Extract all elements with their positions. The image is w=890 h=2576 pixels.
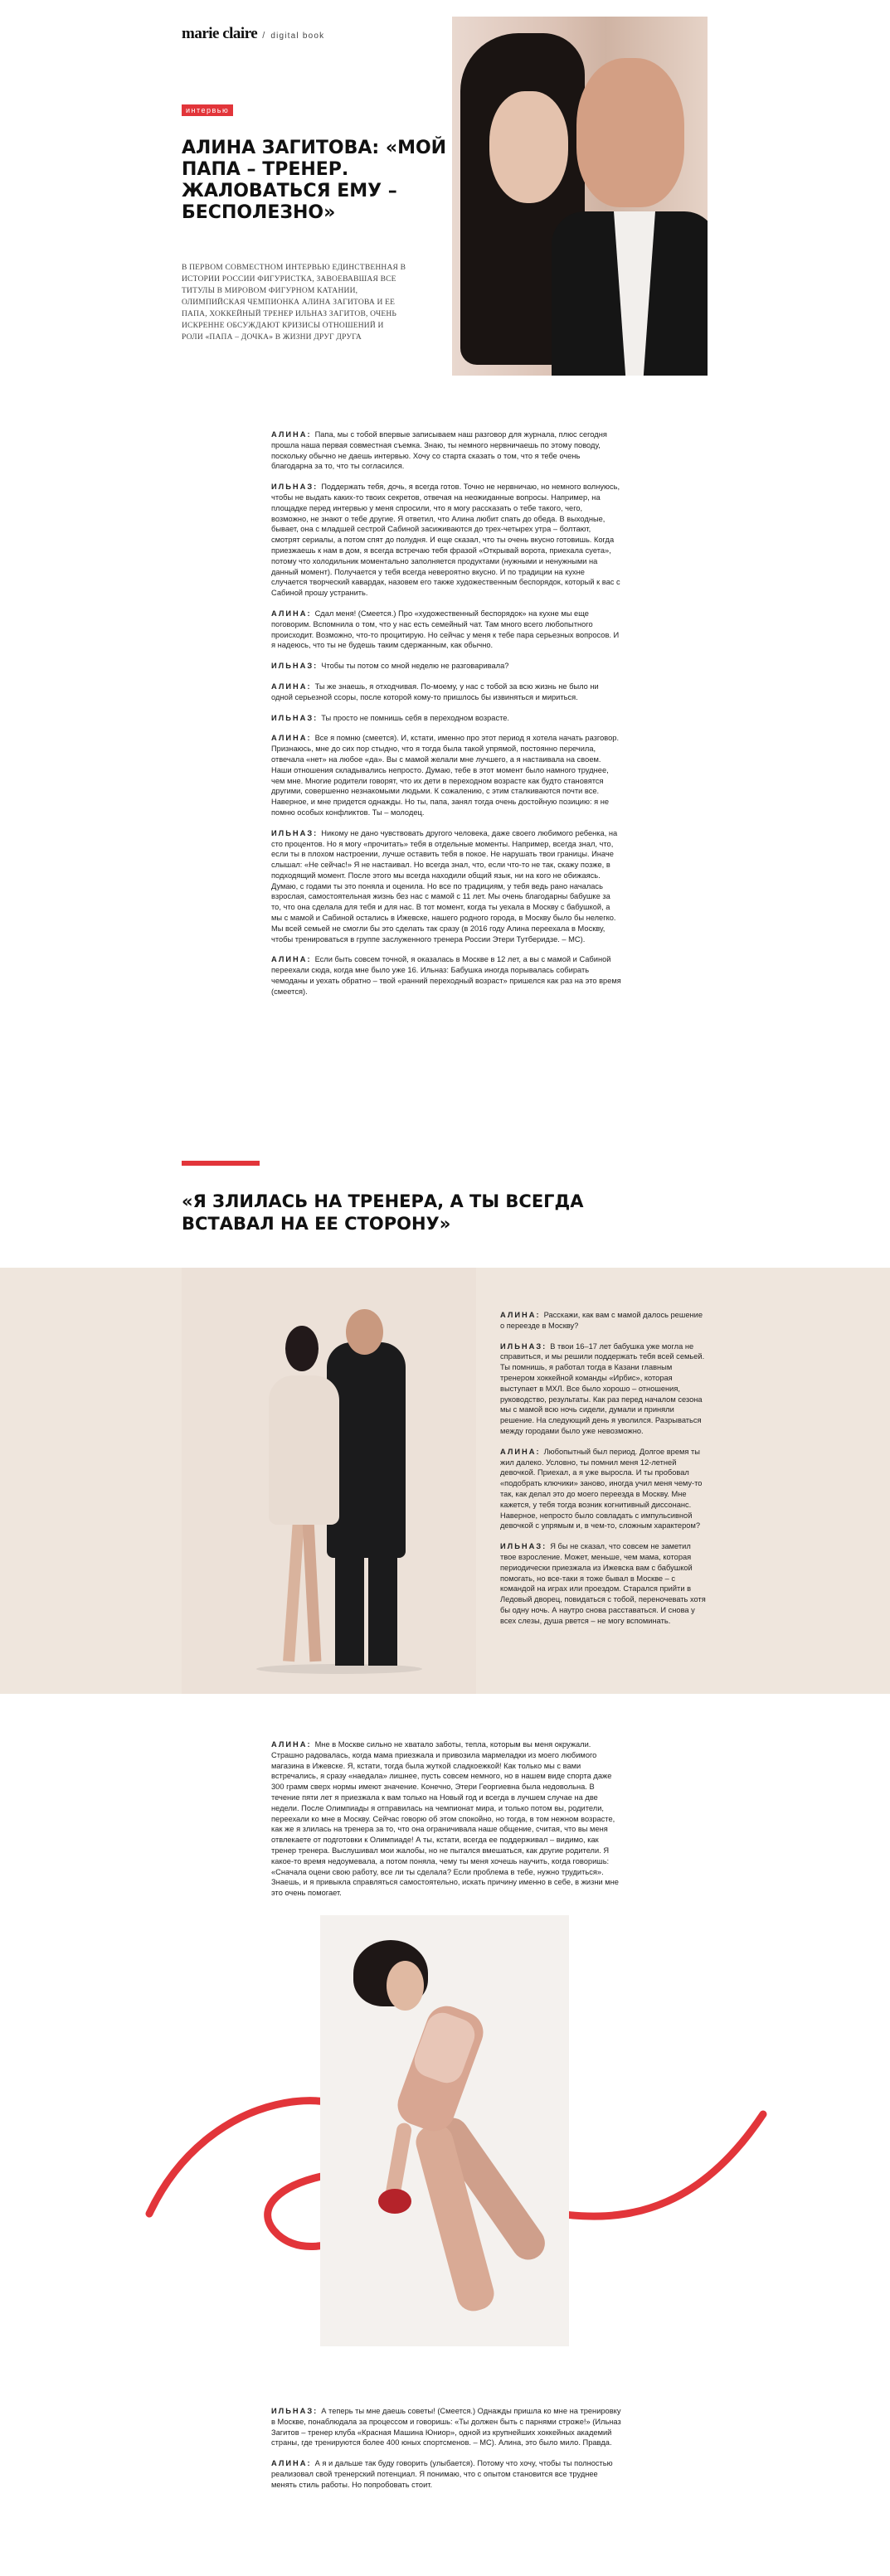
dialogue-text: Сдал меня! (Смеется.) Про «художественный беспорядок» на кухне мы еще поговорим. Вспомнила о том, что у нас есть семейный чат. Там много всего любопытного происходит. Возможно, что-то процитирую. Но сейчас у меня к тебе пара серьезных вопросов. И я надеюсь, что ты не будешь таким сдержанным, как обычно. [271, 609, 620, 650]
interview-section-4 [271, 2406, 621, 2501]
dialogue-text: Если быть совсем точной, я оказалась в Москве в 12 лет, а вы с мамой и Сабиной переехали сюда, когда мне было уже 16. Ильназ: Бабушка иногда порывалась собирать чемоданы и уехать обратно – твой «ранний переходный возраст» пришелся как раз на это время (смеется). [271, 955, 621, 996]
dialogue-line [271, 733, 621, 817]
dialogue-text: Все я помню (смеется). И, кстати, именно про этот период я хотела начать разговор. Признаюсь, мне до сих пор стыдно, что я тогда была такой упрямой, постоянно перечила, отвечала «нет» на любое «да». Вы с мамой желали мне лучшего, а я настаивала на своем. Наши отношения складывались непросто. Думаю, тебе в этот момент было намного труднее, чем мне. Многие родители говорят, что их дети в переходном возрасте как будто становятся другими, совершенно незнакомыми людьми. К сожалению, с этим сталкиваются почти все. Наверное, и мне придется однажды. Но ты, папа, занял тогда очень достойную позицию: я не помню особых конфликтов. Ты – молодец. [271, 734, 620, 817]
dialogue-text: Никому не дано чувствовать другого человека, даже своего любимого ребенка, на сто процентов. Но я могу «прочитать» тебя в отдельные моменты. Например, всегда знал, что, если ты в плохом настроении, лучше оставить тебя в покое. Не нарушать твои границы. Иначе слышал: «Не сейчас!» Я не настаивал. Но всегда знал, что, если что-то не так, скажу позже, в подходящий момент. После этого мы всегда находили общий язык, ни на кого не обижаясь. Думаю, с годами ты это поняла и оценила. Но все по традициям, у тебя ведь рано началась взрослая, самостоятельная жизнь без нас с мамой с 11 лет. Мы очень благодарны бабушке за то, что она сделала для тебя и для нас. В тот момент, когда ты уехала в Москву с бабушкой, а мы с мамой и Сабиной остались в Ижевске, нашего родного города, в Москву было бы нелегко. Мы всей семьей не смогли бы это сделать так сразу (в 2016 году Алина переехала в Москву, чтобы тренироваться в группе заслуженного тренера России Этери Тутберидзе. – МС). [271, 828, 618, 944]
dialogue-line [271, 2458, 621, 2490]
dialogue-text: А я и дальше так буду говорить (улыбается). Потому что хочу, чтобы ты полностью реализовал свой тренерский потенциал. Я понимаю, что с опытом становится все труднее менять стиль работы. Но попробовать стоит. [271, 2459, 613, 2489]
dialogue-line [271, 1739, 621, 1899]
dialogue-line [271, 609, 621, 651]
dialogue-line [500, 1310, 708, 1332]
dialogue-line [500, 1541, 708, 1626]
speaker-label: АЛИНА: [500, 1311, 541, 1319]
dialogue-text: Ты же знаешь, я отходчивая. По-моему, у нас с тобой за всю жизнь не было ни одной серьезной ссоры, после которой кому-то пришлось бы извиняться и мириться. [271, 682, 599, 701]
dialogue-line [271, 682, 621, 703]
quote-accent-bar [182, 1161, 260, 1166]
speaker-label: ИЛЬНАЗ: [271, 483, 319, 492]
dialogue-text: Ты просто не помнишь себя в переходном возрасте. [321, 713, 510, 722]
speaker-label: ИЛЬНАЗ: [271, 662, 319, 671]
speaker-label: АЛИНА: [271, 430, 312, 439]
father-daughter-photo [182, 1268, 476, 1694]
speaker-label: АЛИНА: [271, 2459, 312, 2468]
dialogue-line [271, 661, 621, 672]
speaker-label: АЛИНА: [271, 1740, 312, 1749]
speaker-label: ИЛЬНАЗ: [271, 2407, 319, 2415]
dialogue-line [500, 1447, 708, 1531]
dialogue-line [271, 828, 621, 945]
dialogue-text: Мне в Москве сильно не хватало заботы, тепла, которым вы меня окружали. Страшно радовалась, когда мама приезжала и привозила мармеладки из моего любимого магазина в Ижевске. Я, кстати, тогда была жуткой сладкоежкой! Как только мы с вами встречались, я сразу «наедала» лишнее, пусть совсем немного, но в нашем виде спорта даже 300 грамм сверх нормы имеют значение. Конечно, Этери Георгиевна была недовольна. В течение пяти лет я приезжала к вам только на Новый год и всегда в лучшем случае на две недели. После Олимпиады я отправилась на чемпионат мира, и только потом вы, родители, переехали ко мне в Москву. Сейчас говорю об этом спокойно, но тогда, в том нежном возрасте, как же я злилась на тренера за то, что она ограничивала наше общение, считая, что вы меня отвлекаете от подготовки к Олимпиаде! А ты, кстати, всегда ее поддерживал – видимо, как тренер тренера. Выслушивал мои жалобы, но не пытался вмешаться, как другие родители. Я какое-то время недоумевала, а потом поняла, чему ты меня хочешь научить, когда говоришь: «Сначала оцени свою работу, все ли ты сделала? Если проблема в тебе, нужно трудиться». Знаешь, и я привыкла справляться самостоятельно, искать причину именно в себе, в жизни мне это очень помогает. [271, 1740, 619, 1898]
dialogue-text: Чтобы ты потом со мной неделю не разговаривала? [321, 662, 509, 671]
brand-logo[interactable]: marie claire [182, 25, 258, 42]
hero-photo [452, 17, 708, 376]
interview-section-1 [271, 429, 621, 1007]
dialogue-line [271, 954, 621, 997]
brand-separator: / [262, 31, 266, 41]
speaker-label: АЛИНА: [271, 682, 312, 691]
interview-section-3 [271, 1739, 621, 1909]
dialogue-line [271, 2406, 621, 2448]
speaker-label: ИЛЬНАЗ: [271, 713, 319, 722]
speaker-label: ИЛЬНАЗ: [271, 828, 319, 837]
dialogue-line [271, 482, 621, 599]
speaker-label: АЛИНА: [271, 734, 312, 743]
dialogue-text: Я бы не сказал, что совсем не заметил твое взросление. Может, меньше, чем мама, которая периодически приезжала из Ижевска вам с бабушкой помогать, но все-таки я тоже бывал в Москве – с командой на играх или проездом. Старался прийти в Ледовый дворец, повидаться с тобой, переночевать хотя бы одну ночь. А наутро снова расставаться. И снова у всех слезы, душа рвется – не могу вспоминать. [500, 1542, 706, 1625]
article-lead: В ПЕРВОМ СОВМЕСТНОМ ИНТЕРВЬЮ ЕДИНСТВЕННАЯ В ИСТОРИИ РОССИИ ФИГУРИСТКА, ЗАВОЕВАВШАЯ ВСЕ ТИТУЛЫ В МИРОВОМ ФИГУРНОМ КАТАНИИ, ОЛИМПИЙСКАЯ ЧЕМПИОНКА АЛИНА ЗАГИТОВА И ЕЕ ПАПА, ХОККЕЙНЫЙ ТРЕНЕР ИЛЬНАЗ ЗАГИТОВ, ОЧЕНЬ ИСКРЕННЕ ОБСУЖДАЮТ КРИЗИСЫ ОТНОШЕНИЙ И РОЛИ «ПАПА – ДОЧКА» В ЖИЗНИ ДРУГ ДРУГА [182, 264, 406, 342]
dialogue-text: Расскажи, как вам с мамой далось решение о переезде в Москву? [500, 1311, 703, 1330]
dialogue-text: Любопытный был период. Долгое время ты жил далеко. Условно, ты помнил меня 12-летней девочкой. Приехал, а я уже выросла. И ты пробовал «подобрать ключики» заново, иногда учил меня чему-то так, как делал это до моего переезда в Москву. Мне кажется, у тебя тогда возник когнитивный диссонанс. Наверное, непросто было совладать с импульсивной девочкой с упрямым и, в чем-то, сложным характером? [500, 1447, 703, 1531]
article-headline: АЛИНА ЗАГИТОВА: «МОЙ ПАПА – ТРЕНЕР. ЖАЛОВАТЬСЯ ЕМУ – БЕСПОЛЕЗНО» [182, 138, 447, 223]
dialogue-text: Поддержать тебя, дочь, я всегда готов. Точно не нервничаю, но немного волнуюсь, чтобы не выдать каких-то твоих секретов, отвечая на неожиданные вопросы. Например, на площадке перед интервью у меня спросили, что я могу рассказать о тебе такого, чего, возможно, не знают о тебе другие. Я ответил, что Алина любит спать до обеда. В выходные, бывает, она с младшей сестрой Сабиной засиживаются до трех-четырех утра – болтают, смотрят сериалы, а потом спят до полудня. И еще сказал, что ты очень вкусно готовишь. Когда приезжаешь к нам в дом, я всегда встречаю тебя фразой «Открывай ворота, приехала суета», потому что холодильник моментально заполняется продуктами (нужными и ненужными на данный момент). Получается у тебя всегда невероятно вкусно. И по традиции на кухне случается творческий кавардак, назовем его также художественным беспорядок, который к вас с Сабиной прошу устранить. [271, 483, 620, 598]
speaker-label: ИЛЬНАЗ: [500, 1341, 547, 1351]
dialogue-text: В твои 16–17 лет бабушка уже могла не справиться, и мы решили поддержать тебя всей семьей. Ты помнишь, я работал тогда в Казани главным тренером хоккейной команды «Ирбис», которая выступает в МХЛ. Все было хорошо – отношения, руководство, результаты. Как раз перед началом сезона мы с мамой всю ночь сидели, думали и приняли решение. На следующий день я уволился. Разрываться между городами было уже невозможно. [500, 1341, 705, 1435]
speaker-label: ИЛЬНАЗ: [500, 1542, 547, 1551]
brand-subtitle: digital book [270, 32, 325, 41]
speaker-label: АЛИНА: [271, 955, 312, 964]
brand[interactable] [182, 25, 324, 43]
pull-quote: «Я ЗЛИЛАСЬ НА ТРЕНЕРА, А ТЫ ВСЕГДА ВСТАВАЛ НА ЕЕ СТОРОНУ» [182, 1191, 584, 1234]
dialogue-line [271, 713, 621, 724]
dialogue-text: А теперь ты мне даешь советы! (Смеется.) Однажды пришла ко мне на тренировку в Москве, понаблюдала за процессом и говоришь: «Ты должен быть с парнями строже!» (Ильназ Загитов – тренер клуба «Красная Машина Юниор», одной из крупнейших хоккейных академий страны, где тренируются более 400 юных спортсменов. – МС). Алина, это было мило. Правда. [271, 2407, 621, 2447]
dialogue-line [500, 1341, 708, 1437]
dancer-photo [320, 1915, 569, 2346]
speaker-label: АЛИНА: [271, 609, 312, 618]
dialogue-text: Папа, мы с тобой впервые записываем наш разговор для журнала, плюс сегодня прошла наша первая совместная съемка. Знаю, ты немного нервничаешь по этому поводу, поскольку обычно не даешь интервью. Хочу со старта сказать о том, что я тебе очень благодарна за то, что ты согласился. [271, 430, 607, 471]
interview-section-2 [500, 1310, 708, 1637]
dialogue-line [271, 429, 621, 472]
speaker-label: АЛИНА: [500, 1447, 541, 1456]
category-tag: интервью [182, 104, 233, 116]
